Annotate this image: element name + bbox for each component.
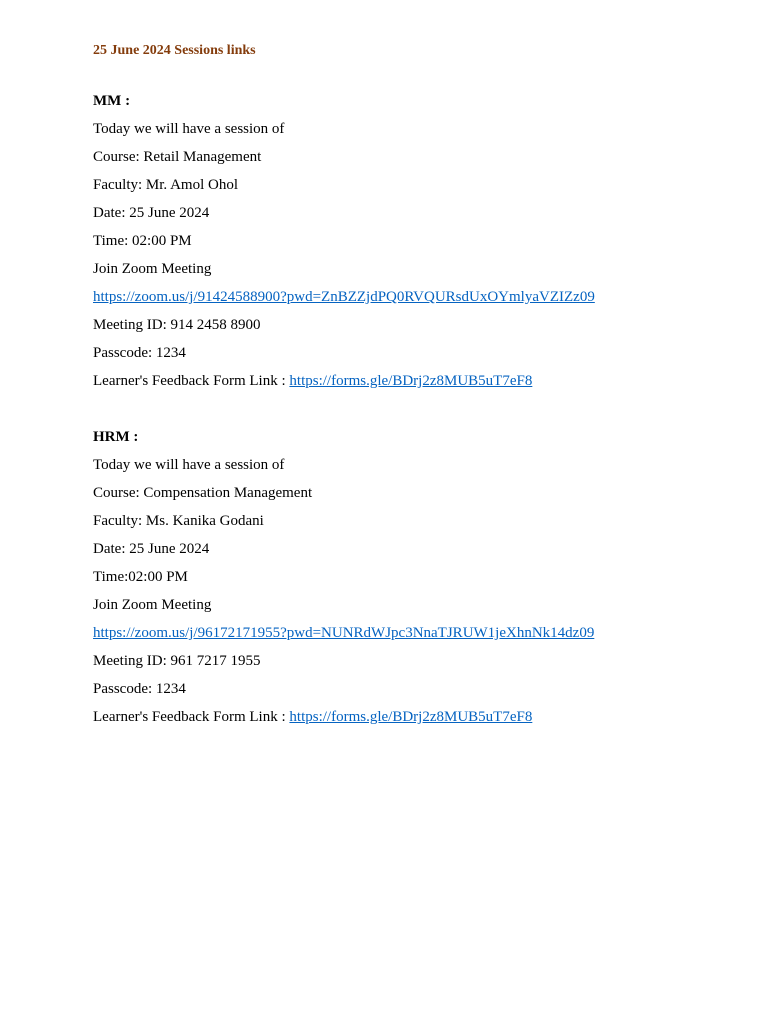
zoom-link-row [93, 283, 713, 311]
session-date: Date: 25 June 2024 [93, 541, 210, 557]
passcode: Passcode: 1234 [93, 681, 186, 697]
faculty-name: Faculty: Ms. Kanika Godani [93, 513, 264, 529]
session-section-hrm [93, 423, 713, 731]
document-title: 25 June 2024 Sessions links [93, 43, 256, 58]
feedback-form-link[interactable]: https://forms.gle/BDrj2z8MUB5uT7eF8 [289, 709, 533, 725]
zoom-link-row [93, 619, 713, 647]
zoom-meeting-link[interactable]: https://zoom.us/j/91424588900?pwd=ZnBZZjdPQ0RVQURsdUxOYmlyaVZIZz09 [93, 289, 595, 305]
meeting-id: Meeting ID: 961 7217 1955 [93, 653, 261, 669]
document-page [93, 41, 713, 731]
session-intro: Today we will have a session of [93, 121, 285, 137]
feedback-row [93, 703, 713, 731]
session-section-mm [93, 87, 713, 395]
zoom-meeting-link[interactable]: https://zoom.us/j/96172171955?pwd=NUNRdWJpc3NnaTJRUW1jeXhnNk14dz09 [93, 625, 595, 641]
join-zoom-label: Join Zoom Meeting [93, 597, 212, 613]
feedback-label: Learner's Feedback Form Link : [93, 709, 290, 725]
meeting-id: Meeting ID: 914 2458 8900 [93, 317, 261, 333]
feedback-row [93, 367, 713, 395]
join-zoom-label: Join Zoom Meeting [93, 261, 212, 277]
session-date: Date: 25 June 2024 [93, 205, 210, 221]
session-time: Time: 02:00 PM [93, 233, 192, 249]
course-name: Course: Compensation Management [93, 485, 313, 501]
feedback-form-link[interactable]: https://forms.gle/BDrj2z8MUB5uT7eF8 [289, 373, 533, 389]
session-time: Time:02:00 PM [93, 569, 188, 585]
course-name: Course: Retail Management [93, 149, 262, 165]
section-heading: MM : [93, 93, 131, 109]
feedback-label: Learner's Feedback Form Link : [93, 373, 290, 389]
passcode: Passcode: 1234 [93, 345, 186, 361]
session-intro: Today we will have a session of [93, 457, 285, 473]
faculty-name: Faculty: Mr. Amol Ohol [93, 177, 239, 193]
section-heading: HRM : [93, 429, 139, 445]
